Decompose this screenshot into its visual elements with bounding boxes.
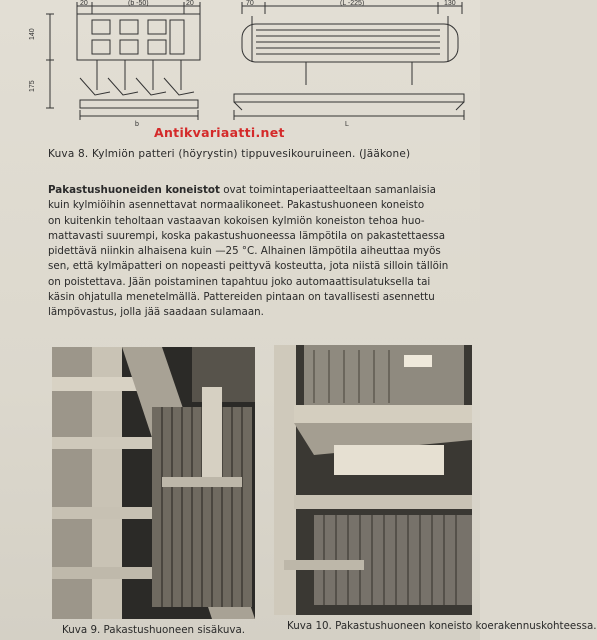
paragraph-first-line — [48, 183, 458, 198]
dim-label: b — [135, 121, 139, 128]
watermark: Antikvariaatti.net — [154, 125, 285, 140]
drip-tray — [80, 100, 198, 108]
paragraph-line: käsin ohjatulla menetelmällä. Pattereiden pintaan on tavallisesti asennettu — [48, 291, 435, 304]
dim-label: 20 — [80, 0, 88, 7]
paragraph-line: on kuitenkin teholtaan vastaavan kokoisen kylmiön koneiston tehoa huo- — [48, 214, 425, 227]
dim-label: 130 — [444, 0, 456, 7]
paragraph-heading: Pakastushuoneiden koneistot — [48, 184, 220, 196]
photo-freezer-machinery — [274, 345, 472, 615]
figure-caption-9: Kuva 9. Pakastushuoneen sisäkuva. — [62, 624, 246, 636]
dim-label: 20 — [186, 0, 194, 7]
figure-caption-10: Kuva 10. Pakastushuoneen koneisto koerakennuskohteessa. — [287, 620, 597, 632]
paragraph-line: mattavasti suurempi, koska pakastushuoneessa lämpötila on pakastettaessa — [48, 229, 446, 242]
paragraph-line: lämpövastus, jolla jää saadaan sulamaan. — [48, 306, 264, 319]
paragraph-line: on poistettava. Jään poistaminen tapahtuu joko automaattisulatuksella tai — [48, 275, 431, 288]
dim-label: 175 — [29, 80, 36, 92]
paragraph-first-line-text: ovat toimintaperiaatteeltaan samanlaisia — [219, 184, 436, 196]
dim-label: (L -225) — [340, 0, 365, 7]
dim-label: (b -50) — [128, 0, 149, 7]
body-paragraph — [48, 183, 458, 321]
paragraph-line: kuin kylmiöihin asennettavat normaalikoneet. Pakastushuoneen koneisto — [48, 199, 425, 212]
paragraph-line: sen, että kylmäpatteri on nopeasti peittyvä kosteutta, jota niistä silloin tällöin — [48, 260, 449, 273]
paragraph-line: pidettävä niinkin alhaisena kuin —25 °C. Alhainen lämpötila aiheuttaa myös — [48, 245, 441, 258]
dim-label: L — [345, 121, 349, 128]
dim-label: 70 — [246, 0, 254, 7]
photo-freezer-interior — [52, 347, 255, 619]
dim-label: 140 — [29, 28, 36, 40]
side-drip-tray — [234, 94, 464, 102]
figure-caption-8: Kuva 8. Kylmiön patteri (höyrystin) tippuvesikouruineen. (Jääkone) — [48, 148, 411, 160]
